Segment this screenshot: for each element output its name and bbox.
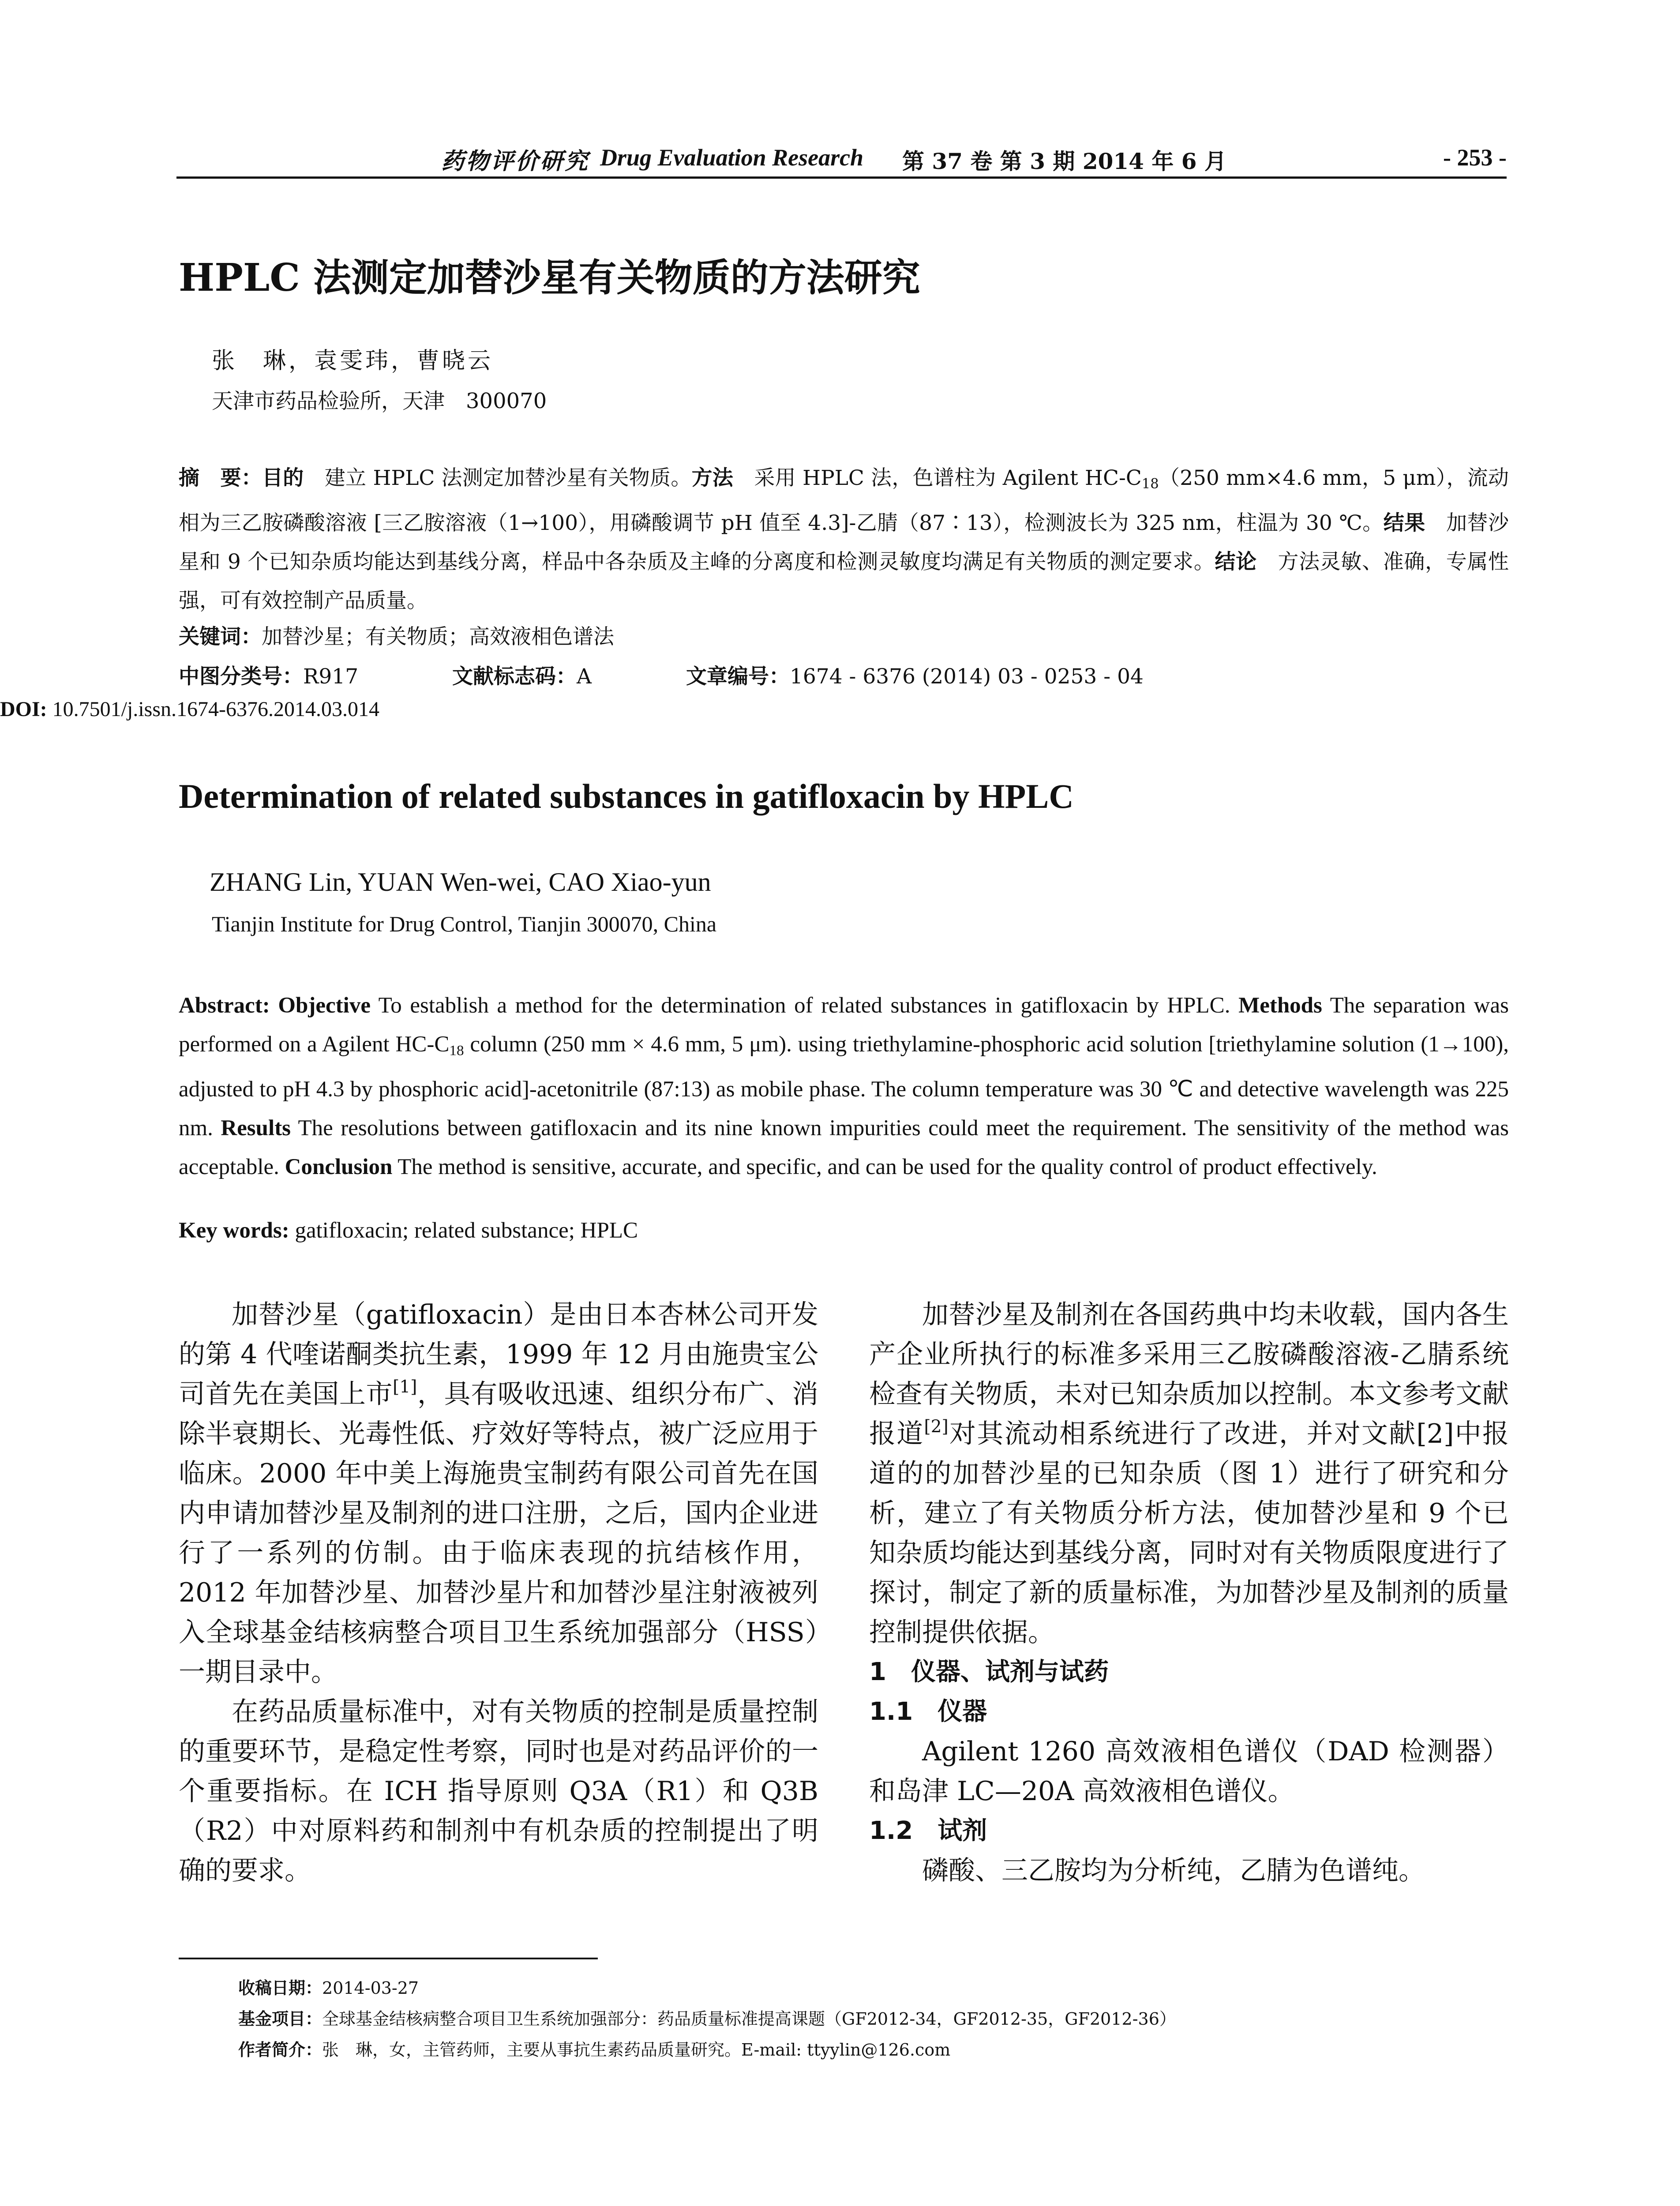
citation-2[interactable]: [2] <box>924 1417 949 1437</box>
doi-label: DOI: <box>0 698 47 721</box>
body-paragraph <box>869 1295 1509 1652</box>
doi-line <box>0 697 379 721</box>
methods-text-en-a: The separation was performed on a Agilent HC-C <box>179 993 1509 1057</box>
abstract-cn-label: 摘 要： <box>179 466 262 490</box>
article-number-value: 1674 - 6376 (2014) 03 - 0253 - 04 <box>790 664 1144 689</box>
fund-text: 全球基金结核病整合项目卫生系统加强部分：药品质量标准提高课题（GF2012-34，GF2012-35，GF2012-36） <box>322 2009 1176 2029</box>
results-label-cn: 结果 <box>1383 510 1425 535</box>
keywords-en-text: gatifloxacin; related substance; HPLC <box>289 1218 638 1243</box>
article-number-label: 文章编号： <box>686 664 790 689</box>
keywords-cn <box>179 618 1509 657</box>
body-paragraph <box>179 1295 818 1692</box>
conclusion-text-cn: 方法灵敏、准确，专属性强，可有效控制产品质量。 <box>179 549 1509 613</box>
journal-name-cn: 药物评价研究 <box>441 148 590 175</box>
doc-code-label: 文献标志码： <box>452 664 577 689</box>
keywords-en-label: Key words: <box>179 1218 289 1243</box>
subsection-heading-1-2: 1.2 试剂 <box>869 1816 987 1845</box>
footnote-author <box>238 2036 950 2060</box>
page-number: - 253 - <box>1443 144 1507 171</box>
objective-text-en: To establish a method for the determination of related substances in gatifloxacin by HPLC. <box>370 993 1239 1018</box>
classification-line <box>179 657 1509 696</box>
journal-name-en: Drug Evaluation Research <box>600 144 864 171</box>
issue-info: 第 37 卷 第 3 期 2014 年 6 月 <box>902 148 1226 174</box>
results-label-en: Results <box>221 1116 291 1141</box>
footnote-rule <box>179 1958 598 1959</box>
body-paragraph: 在药品质量标准中，对有关物质的控制是质量控制的重要环节，是稳定性考察，同时也是对药品评价的一个重要指标。在 ICH 指导原则 Q3A（R1）和 Q3B（R2）中对原料药和制剂中有机杂质的控制提出了明确的要求。 <box>179 1696 818 1886</box>
author-bio-label: 作者简介： <box>238 2040 322 2060</box>
subsection-heading-1-1: 1.1 仪器 <box>869 1697 987 1726</box>
section-heading-1: 1 仪器、试剂与试药 <box>869 1658 1109 1686</box>
abstract-en-label: Abstract: Objective <box>179 993 371 1018</box>
body-column-right <box>869 1295 1509 1891</box>
conclusion-label-cn: 结论 <box>1215 549 1257 574</box>
abstract-en <box>179 986 1509 1186</box>
methods-label-en: Methods <box>1238 993 1322 1018</box>
methods-subscript-en: 18 <box>449 1042 464 1059</box>
fund-label: 基金项目： <box>238 2009 322 2029</box>
body-text: 加替沙星及制剂在各国药典中均未收载，国内各生产企业所执行的标准多采用三乙胺磷酸溶液-乙腈系统检查有关物质，未对已知杂质加以控制。本文参考文献报道 <box>869 1299 1509 1449</box>
conclusion-label-en: Conclusion <box>285 1155 393 1180</box>
received-label: 收稿日期： <box>238 1978 322 1998</box>
objective-text-cn: 建立 HPLC 法测定加替沙星有关物质。 <box>304 466 692 490</box>
conclusion-text-en: The method is sensitive, accurate, and specific, and can be used for the quality control of product effectively. <box>392 1155 1377 1180</box>
running-header <box>176 140 1507 180</box>
footnote-fund <box>238 2005 1176 2030</box>
methods-text-cn-a: 采用 HPLC 法，色谱柱为 Agilent HC-C <box>733 466 1142 490</box>
header-rule <box>176 176 1507 179</box>
objective-label-cn: 目的 <box>262 466 304 490</box>
results-text-cn: 加替沙星和 9 个已知杂质均能达到基线分离，样品中各杂质及主峰的分离度和检测灵敏度均满足有关物质的测定要求。 <box>179 510 1509 574</box>
title-en: Determination of related substances in gatifloxacin by HPLC <box>179 777 1074 815</box>
affiliation-cn: 天津市药品检验所，天津 300070 <box>212 389 547 413</box>
body-text: 对其流动相系统进行了改进，并对文献[2]中报道的的加替沙星的已知杂质（图 1）进行了研究和分析，建立了有关物质分析方法，使加替沙星和 9 个已知杂质均能达到基线分离，同时对有关物质限度进行了探讨，制定了新的质量标准，为加替沙星及制剂的质量控制提供依据。 <box>869 1418 1509 1648</box>
author-bio-text: 张 琳，女，主管药师，主要从事抗生素药品质量研究。E-mail: ttyylin@126.com <box>322 2040 951 2060</box>
body-paragraph: 磷酸、三乙胺均为分析纯，乙腈为色谱纯。 <box>922 1855 1425 1886</box>
authors-cn: 张 琳，袁雯玮，曹晓云 <box>212 348 494 374</box>
doi-value: 10.7501/j.issn.1674-6376.2014.03.014 <box>47 698 380 721</box>
clc-label: 中图分类号： <box>179 664 303 689</box>
body-column-left <box>179 1295 818 1891</box>
abstract-cn <box>179 459 1509 620</box>
title-cn: HPLC 法测定加替沙星有关物质的方法研究 <box>179 255 920 300</box>
body-text: ，具有吸收迅速、组织分布广、消除半衰期长、光毒性低、疗效好等特点，被广泛应用于临床。2000 年中美上海施贵宝制药有限公司首先在国内申请加替沙星及制剂的进口注册，之后，国内企业进行了一系列的仿制。由于临床表现的抗结核作用，2012 年加替沙星、加替沙星片和加替沙星注射液被列入全球基金结核病整合项目卫生系统加强部分（HSS）一期目录中。 <box>179 1379 819 1688</box>
methods-subscript-cn: 18 <box>1141 476 1159 492</box>
doc-code-value: A <box>577 664 592 689</box>
keywords-en <box>179 1218 638 1243</box>
received-date: 2014-03-27 <box>322 1978 419 1998</box>
results-text-en: The resolutions between gatifloxacin and its nine known impurities could meet the requirement. The sensitivity of the method was acceptable. <box>179 1116 1509 1180</box>
clc-value: R917 <box>303 664 359 689</box>
body-text: 加替沙星（gatifloxacin）是由日本杏林公司开发的第 4 代喹诺酮类抗生素，1999 年 12 月由施贵宝公司首先在美国上市 <box>179 1299 818 1410</box>
methods-label-cn: 方法 <box>691 466 734 490</box>
citation-1[interactable]: [1] <box>393 1377 417 1397</box>
affiliation-en: Tianjin Institute for Drug Control, Tianjin 300070, China <box>212 912 717 936</box>
methods-text-cn-b: （250 mm×4.6 mm，5 μm），流动相为三乙胺磷酸溶液 [三乙胺溶液（1→100），用磷酸调节 pH 值至 4.3]-乙腈（87∶13），检测波长为 325 nm，柱温为 30 ℃。 <box>179 466 1509 535</box>
keywords-cn-text: 加替沙星；有关物质；高效液相色谱法 <box>262 625 614 649</box>
footnote-received <box>238 1974 419 1999</box>
methods-text-en-b: column (250 mm × 4.6 mm, 5 μm). using triethylamine-phosphoric acid solution [triethylamine solution (1→100), adjusted to pH 4.3 by phosphoric acid]-acetonitrile (87:13) as mobile phase. The column temperature was 30 ℃ and detective wavelength was 225 nm. <box>179 1032 1509 1141</box>
authors-en: ZHANG Lin, YUAN Wen-wei, CAO Xiao-yun <box>210 867 711 897</box>
body-paragraph: Agilent 1260 高效液相色谱仪（DAD 检测器）和岛津 LC—20A 高效液相色谱仪。 <box>869 1736 1509 1807</box>
keywords-cn-label: 关键词： <box>179 625 262 649</box>
